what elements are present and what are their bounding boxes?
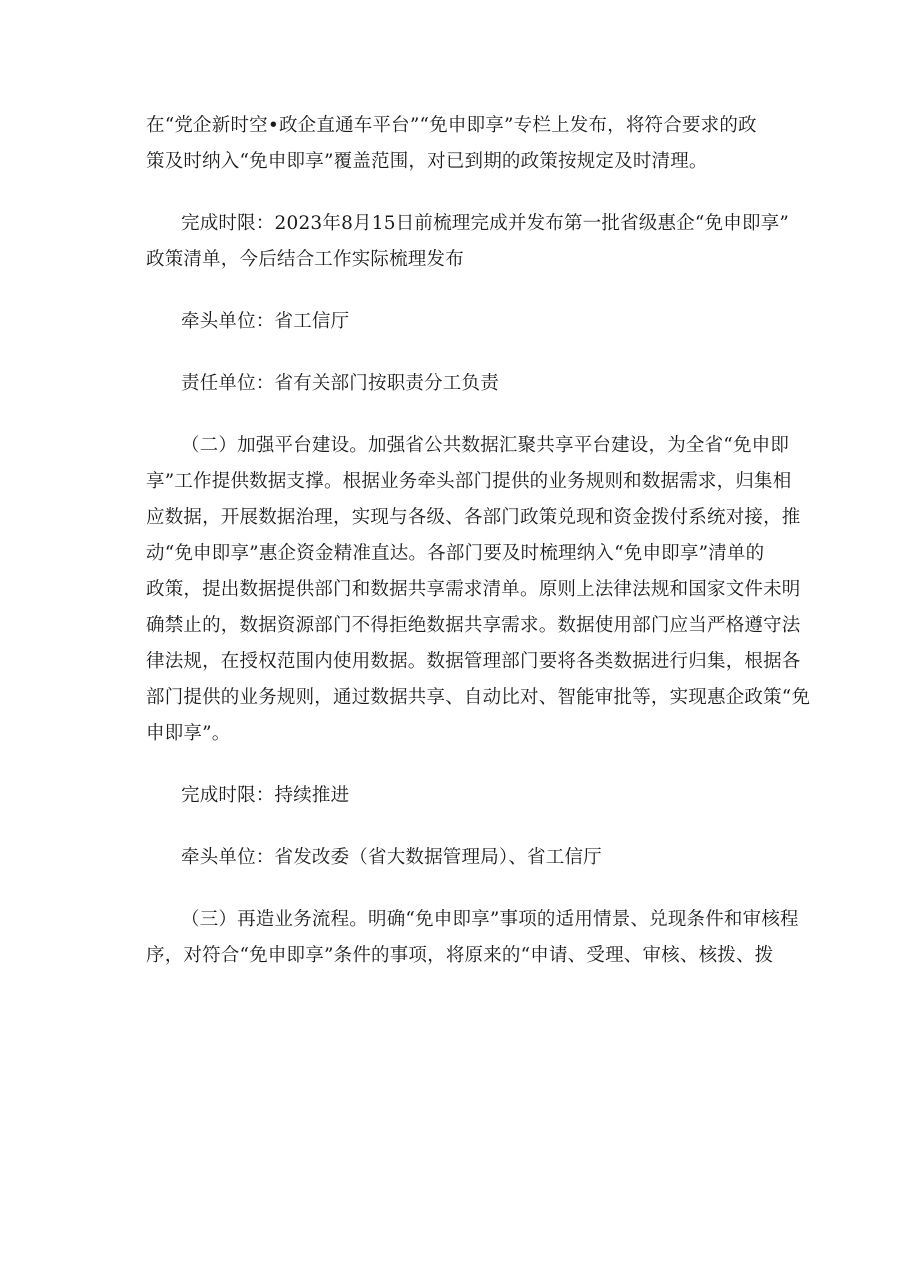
paragraph-deadline-2 <box>146 778 776 814</box>
document-page <box>146 108 811 974</box>
paragraph-platform-building <box>146 428 811 752</box>
text-line: 政策，提出数据提供部门和数据共享需求清单。原则上法律法规和国家文件未明 <box>146 579 801 600</box>
text-line: （三）再造业务流程。明确“免申即享”事项的适用情景、兑现条件和审核程 <box>181 909 799 930</box>
text-line: 律法规，在授权范围内使用数据。数据管理部门要将各类数据进行归集，根据各 <box>146 651 801 672</box>
text-line: 政策清单，今后结合工作实际梳理发布 <box>146 249 464 270</box>
paragraph-deadline-1 <box>146 206 790 278</box>
text-line: 牵头单位：省工信厅 <box>181 311 350 332</box>
text-line: 序，对符合“免申即享”条件的事项，将原来的“申请、受理、审核、核拨、拨 <box>146 945 774 966</box>
text-line: 确禁止的，数据资源部门不得拒绝数据共享需求。数据使用部门应当严格遵守法 <box>146 615 801 636</box>
text-line: 享”工作提供数据支撑。根据业务牵头部门提供的业务规则和数据需求，归集相 <box>146 471 792 492</box>
text-line: 责任单位：省有关部门按职责分工负责 <box>181 373 499 394</box>
paragraph-lead-unit-2 <box>146 840 776 876</box>
paragraph-policy-publish <box>146 108 776 180</box>
text-line: 应数据，开展数据治理，实现与各级、各部门政策兑现和资金拨付系统对接，推 <box>146 507 801 528</box>
paragraph-process-redesign <box>146 902 799 974</box>
text-line: （二）加强平台建设。加强省公共数据汇聚共享平台建设，为全省“免申即 <box>181 435 790 456</box>
text-line: 动“免申即享”惠企资金精准直达。各部门要及时梳理纳入“免申即享”清单的 <box>146 543 765 564</box>
text-line: 完成时限：2023年8月15日前梳理完成并发布第一批省级惠企“免申即享” <box>181 213 790 234</box>
paragraph-responsible-unit <box>146 366 776 402</box>
text-line: 完成时限：持续推进 <box>181 785 350 806</box>
text-line: 在“党企新时空•政企直通车平台”“免申即享”专栏上发布，将符合要求的政 <box>146 115 757 136</box>
text-line: 申即享”。 <box>146 723 231 744</box>
paragraph-lead-unit-1 <box>146 304 776 340</box>
text-line: 策及时纳入“免申即享”覆盖范围，对已到期的政策按规定及时清理。 <box>146 151 708 172</box>
text-line: 牵头单位：省发改委（省大数据管理局）、省工信厅 <box>181 847 602 868</box>
text-line: 部门提供的业务规则，通过数据共享、自动比对、智能审批等，实现惠企政策“免 <box>146 687 811 708</box>
